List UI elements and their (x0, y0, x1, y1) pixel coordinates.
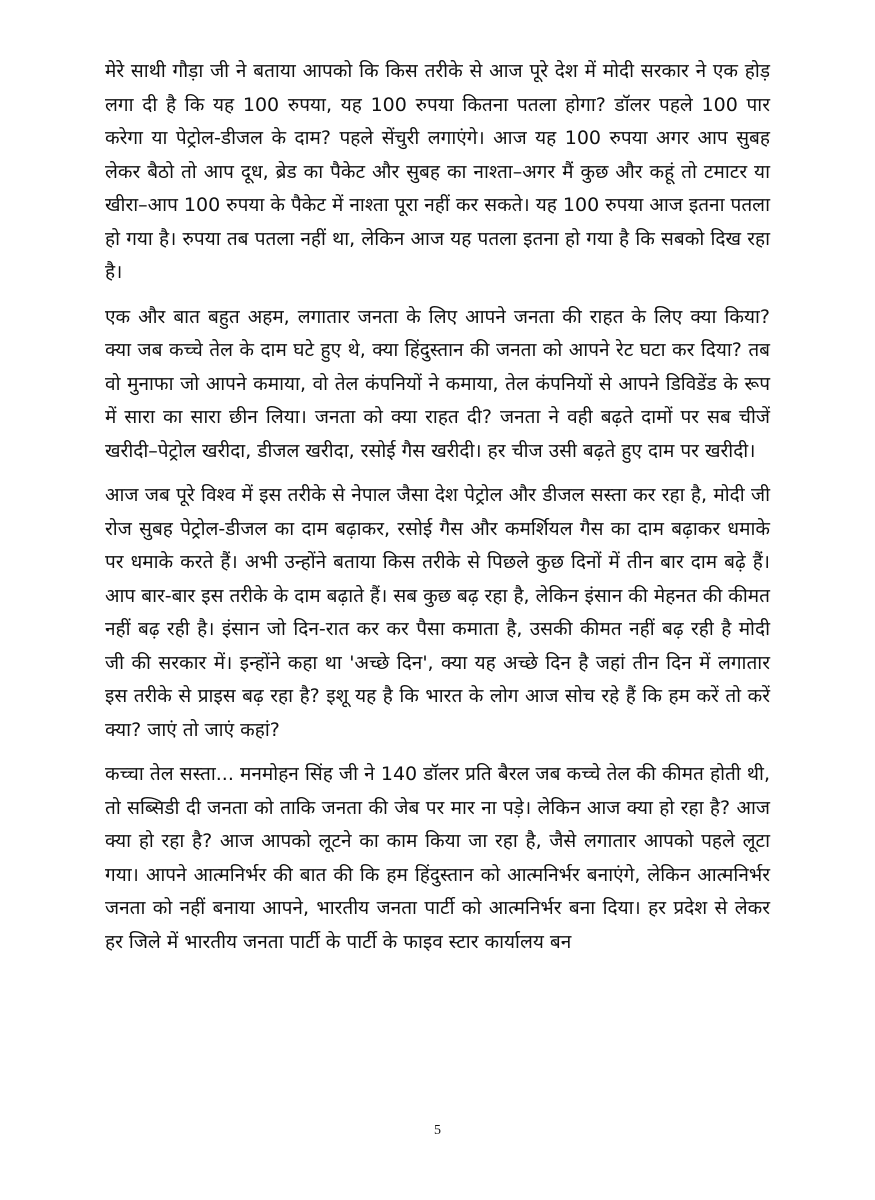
document-page (105, 55, 770, 970)
page-number: 5 (434, 1123, 441, 1138)
paragraph-2: एक और बात बहुत अहम, लगातार जनता के लिए आपने जनता की राहत के लिए क्या किया? क्या जब कच्चे तेल के दाम घटे हुए थे, क्या हिंदुस्तान की जनता को आपने रेट घटा कर दिया? तब वो मुनाफा जो आपने कमाया, वो तेल कंपनियों ने कमाया, तेल कंपनियों से आपने डिविडेंड के रूप में सारा का सारा छीन लिया। जनता को क्या राहत दी? जनता ने वही बढ़ते दामों पर सब चीजें खरीदी–पेट्रोल खरीदा, डीजल खरीदा, रसोई गैस खरीदी। हर चीज उसी बढ़ते हुए दाम पर खरीदी। (105, 305, 770, 462)
paragraph-1: मेरे साथी गौड़ा जी ने बताया आपको कि किस तरीके से आज पूरे देश में मोदी सरकार ने एक होड़ लगा दी है कि यह 100 रुपया, यह 100 रुपया कितना पतला होगा? डॉलर पहले 100 पार करेगा या पेट्रोल-डीजल के दाम? पहले सेंचुरी लगाएंगे। आज यह 100 रुपया अगर आप सुबह लेकर बैठो तो आप दूध, ब्रेड का पैकेट और सुबह का नाश्ता–अगर मैं कुछ और कहूं तो टमाटर या खीरा–आप 100 रुपया के पैकेट में नाश्ता पूरा नहीं कर सकते। यह 100 रुपया आज इतना पतला हो गया है। रुपया तब पतला नहीं था, लेकिन आज यह पतला इतना हो गया है कि सबको दिख रहा है। (105, 60, 770, 283)
paragraph-3: आज जब पूरे विश्व में इस तरीके से नेपाल जैसा देश पेट्रोल और डीजल सस्ता कर रहा है, मोदी जी रोज सुबह पेट्रोल-डीजल का दाम बढ़ाकर, रसोई गैस और कमर्शियल गैस का दाम बढ़ाकर धमाके पर धमाके करते हैं। अभी उन्होंने बताया किस तरीके से पिछले कुछ दिनों में तीन बार दाम बढ़े हैं। आप बार-बार इस तरीके के दाम बढ़ाते हैं। सब कुछ बढ़ रहा है, लेकिन इंसान की मेहनत की कीमत नहीं बढ़ रही है। इंसान जो दिन-रात कर कर पैसा कमाता है, उसकी कीमत नहीं बढ़ रही है मोदी जी की सरकार में। इन्होंने कहा था 'अच्छे दिन', क्या यह अच्छे दिन है जहां तीन दिन में लगातार इस तरीके से प्राइस बढ़ रहा है? इशू यह है कि भारत के लोग आज सोच रहे हैं कि हम करें तो करें क्या? जाएं तो जाएं कहां? (105, 484, 770, 741)
paragraph-4: कच्चा तेल सस्ता... मनमोहन सिंह जी ने 140 डॉलर प्रति बैरल जब कच्चे तेल की कीमत होती थी, तो सब्सिडी दी जनता को ताकि जनता की जेब पर मार ना पड़े। लेकिन आज क्या हो रहा है? आज क्या हो रहा है? आज आपको लूटने का काम किया जा रहा है, जैसे लगातार आपको पहले लूटा गया। आपने आत्मनिर्भर की बात की कि हम हिंदुस्तान को आत्मनिर्भर बनाएंगे, लेकिन आत्मनिर्भर जनता को नहीं बनाया आपने, भारतीय जनता पार्टी को आत्मनिर्भर बना दिया। हर प्रदेश से लेकर हर जिले में भारतीय जनता पार्टी के पार्टी के फाइव स्टार कार्यालय बन (105, 763, 770, 953)
